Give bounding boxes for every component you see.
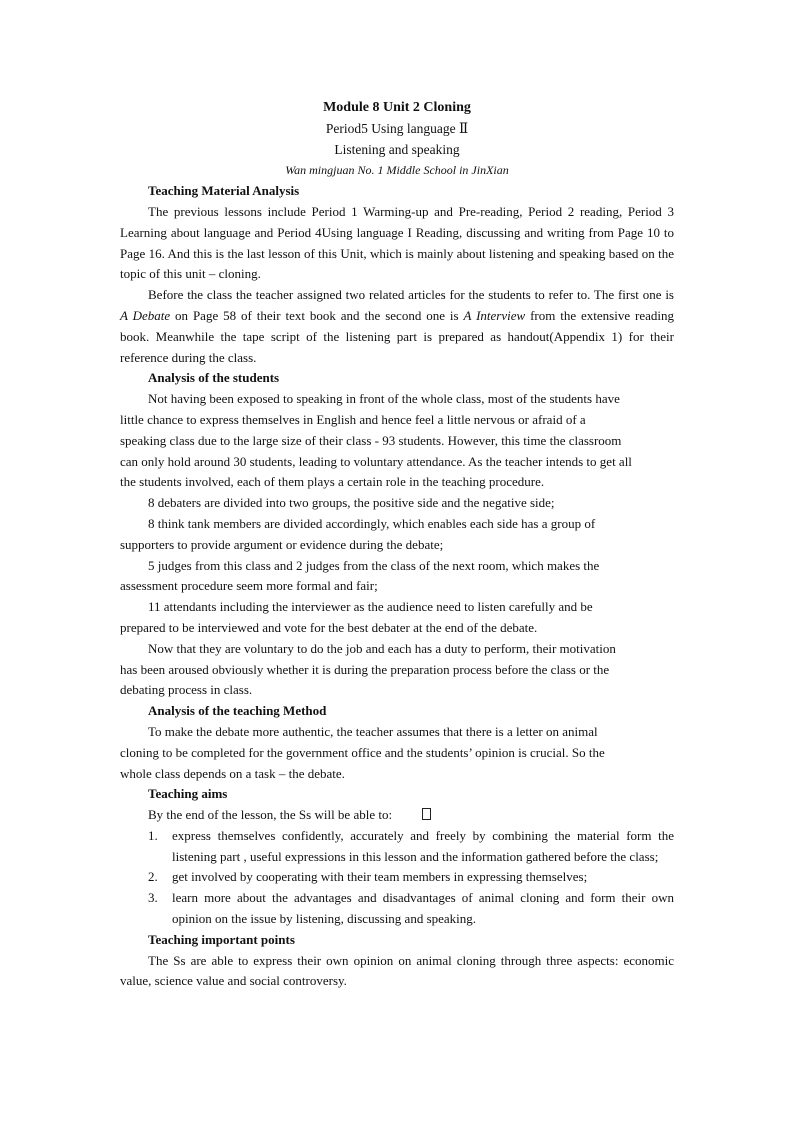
aims-item-text: learn more about the advantages and disadvantages of animal cloning and form their own opinion on the issue by listening, discussing and speaking. [172,890,674,927]
topic-subtitle: Listening and speaking [334,141,460,157]
aims-item-number: 2. [148,869,158,885]
material-p2-text-a: Before the class the teacher assigned two related articles for the students to refer to. The first one is [148,287,674,303]
role-attendants-line-1: 11 attendants including the interviewer as the audience need to listen carefully and be [148,599,593,615]
aims-item-text: get involved by cooperating with their team members in expressing themselves; [172,869,588,885]
students-heading: Analysis of the students [148,370,280,386]
aims-list-item [120,888,674,930]
students-p1-line-3: speaking class due to the large size of their class - 93 students. However, this time the classroom [120,432,622,448]
students-p1-line-5: the students involved, each of them plays a certain role in the teaching procedure. [120,474,545,490]
aims-list-item [120,867,674,888]
author-line: Wan mingjuan No. 1 Middle School in JinXian [285,163,509,178]
students-p1-line-1: Not having been exposed to speaking in front of the whole class, most of the students have [148,391,620,407]
students-p1-line-2: little chance to express themselves in English and hence feel a little nervous or afraid of a [120,411,586,427]
method-line-1: To make the debate more authentic, the teacher assumes that there is a letter on animal [148,723,598,739]
method-line-2: cloning to be completed for the government office and the students’ opinion is crucial. So the [120,744,605,760]
role-think-tank-line-2: supporters to provide argument or evidence during the debate; [120,536,444,552]
aims-heading: Teaching aims [148,786,228,802]
role-judges-line-1: 5 judges from this class and 2 judges from the class of the next room, which makes the [148,557,600,573]
aims-intro [120,805,674,826]
aims-list-item [120,826,674,868]
role-judges-line-2: assessment procedure seem more formal and fair; [120,578,378,594]
document-page [120,96,674,992]
role-attendants-line-2: prepared to be interviewed and vote for the best debater at the end of the debate. [120,619,538,635]
period-subtitle: Period5 Using language Ⅱ [325,120,469,136]
document-title: Module 8 Unit 2 Cloning [323,100,471,115]
material-p2-text-b: on Page 58 of their text book and the second one is [170,307,464,323]
important-points-paragraph: The Ss are able to express their own opinion on animal cloning through three aspects: economic value, science value and social controversy. [120,952,674,989]
method-heading: Analysis of the teaching Method [148,703,327,719]
role-think-tank-line-1: 8 think tank members are divided accordingly, which enables each side has a group of [148,515,596,531]
aims-list [120,826,674,930]
material-paragraph-1: The previous lessons include Period 1 Warming-up and Pre-reading, Period 2 reading, Period 3 Learning about language and Period 4Using language I Reading, discussing and writing from Page 10 to Page 16. And this is the last lesson of this Unit, which is mainly about listening and speaking based on the topic of this unit – cloning. [120,203,674,282]
material-p2-text-c: from the extensive reading book. Meanwhile the tape script of the listening part is prepared as handout(Appendix 1) for their reference during the class. [120,307,674,365]
placeholder-box-icon [422,808,431,820]
method-line-3: whole class depends on a task – the debate. [120,765,345,781]
aims-intro-text: By the end of the lesson, the Ss will be able to: [148,807,393,823]
aims-item-text: express themselves confidently, accurately and freely by combining the material form the listening part , useful expressions in this lesson and the information gathered before the class; [172,827,674,864]
aims-item-number: 3. [148,890,158,906]
book-title-interview: A Interview [463,307,526,323]
book-title-debate: A Debate [120,307,171,323]
role-debaters: 8 debaters are divided into two groups, the positive side and the negative side; [148,495,555,511]
important-points-heading: Teaching important points [148,931,295,947]
students-p2-line-2: has been aroused obviously whether it is during the preparation process before the class or the [120,661,610,677]
aims-item-number: 1. [148,827,158,843]
material-paragraph-2 [120,285,674,368]
students-p1-line-4: can only hold around 30 students, leading to voluntary attendance. As the teacher intends to get all [120,453,632,469]
students-p2-line-1: Now that they are voluntary to do the job and each has a duty to perform, their motivation [148,640,616,656]
students-p2-line-3: debating process in class. [120,682,253,698]
material-heading: Teaching Material Analysis [148,183,300,199]
